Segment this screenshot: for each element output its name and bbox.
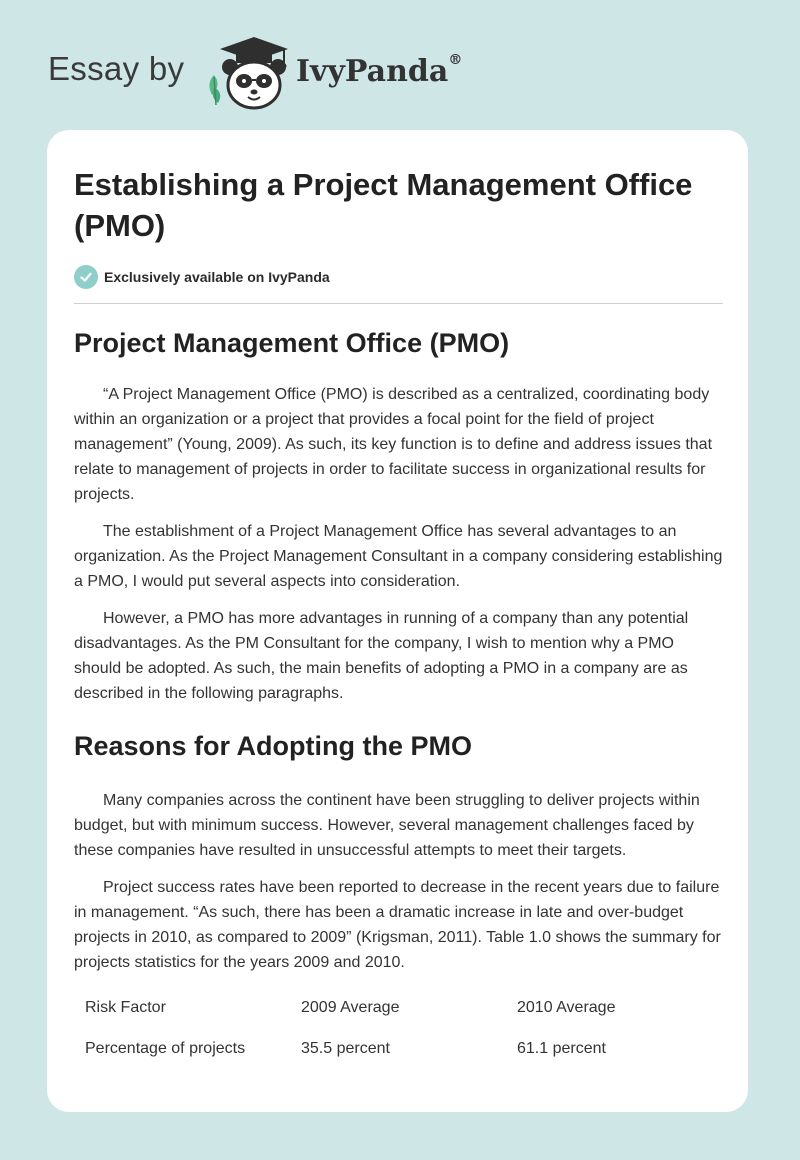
essay-by-label: Essay by — [48, 50, 185, 87]
section-heading: Project Management Office (PMO) — [74, 328, 510, 358]
table-cell: 61.1 percent — [517, 1039, 606, 1057]
essay-body — [74, 325, 723, 1069]
paragraph: Project success rates have been reported to decrease in the recent years due to failure in management. “As such, there has been a dramatic increase in late and over-budget projects in 2010, as compared to 2009” (Krigsman, 2011). Table 1.0 shows the summary for projects statistics for the years 2009 and 2010. — [74, 879, 721, 971]
table-row — [74, 1028, 717, 1069]
panda-logo-icon[interactable] — [202, 35, 294, 111]
statistics-table — [74, 987, 717, 1069]
paragraph: “A Project Management Office (PMO) is described as a centralized, coordinating body within an organization or a project that provides a focal point for the field of project management” (Young, 2009). As such, its key function is to define and address issues that relate to management of projects in order to facilitate success in organizational results for projects. — [74, 386, 713, 503]
exclusive-badge-text: Exclusively available on IvyPanda — [104, 269, 330, 285]
brand-name-text: IvyPanda — [296, 54, 449, 89]
paragraph: Many companies across the continent have been struggling to deliver projects within budget, but with minimum success. However, several management challenges faced by these companies have resulted in unsuccessful attempts to meet their targets. — [74, 792, 700, 859]
section-heading: Reasons for Adopting the PMO — [74, 731, 472, 761]
essay-card — [47, 130, 748, 1112]
table-header-cell: 2009 Average — [301, 998, 400, 1016]
brand-name[interactable] — [296, 54, 462, 89]
table-header-row — [74, 987, 717, 1028]
check-icon — [74, 265, 98, 289]
paragraph: The establishment of a Project Management Office has several advantages to an organization. As the Project Management Consultant in a company considering establishing a PMO, I would put several aspects into consideration. — [74, 523, 723, 590]
paragraph: However, a PMO has more advantages in running of a company than any potential disadvantages. As the PM Consultant for the company, I wish to mention why a PMO should be adopted. As such, the main benefits of adopting a PMO in a company are as described in the following paragraphs. — [74, 610, 689, 702]
table-cell: Percentage of projects — [85, 1039, 246, 1057]
table-cell: 35.5 percent — [301, 1039, 390, 1057]
title-divider — [74, 303, 723, 304]
exclusive-badge — [74, 264, 330, 290]
registered-mark: ® — [448, 52, 463, 68]
table-header-cell: Risk Factor — [85, 998, 166, 1016]
essay-title: Establishing a Project Management Office (PMO) — [74, 167, 693, 243]
site-header — [48, 30, 508, 110]
table-header-cell: 2010 Average — [517, 998, 616, 1016]
